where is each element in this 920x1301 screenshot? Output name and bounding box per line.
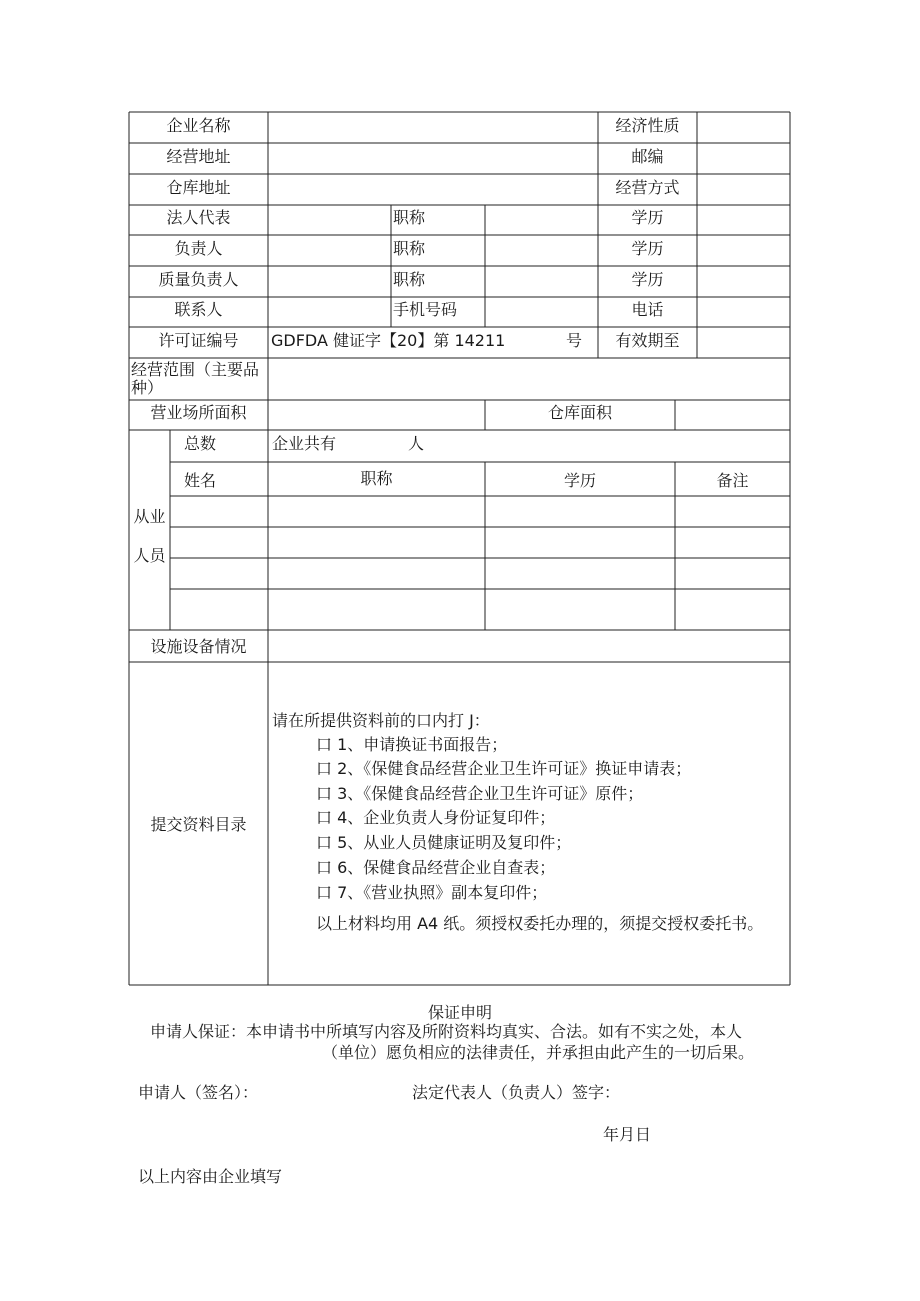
person-in-charge-education-field[interactable] bbox=[698, 236, 789, 265]
label-license-no: 许可证编号 bbox=[158, 331, 239, 350]
document-item-5[interactable]: 口 5、从业人员健康证明及复印件； bbox=[316, 833, 572, 852]
legal-rep-signature-field[interactable] bbox=[628, 1080, 778, 1104]
contact-field[interactable] bbox=[269, 298, 390, 326]
label-premises-area: 营业场所面积 bbox=[150, 403, 247, 422]
label-warehouse-address: 仓库地址 bbox=[166, 178, 231, 197]
label-person-in-charge: 负责人 bbox=[174, 239, 223, 258]
legal-rep-education-field[interactable] bbox=[698, 206, 789, 234]
documents-instruction: 请在所提供资料前的口内打 J： bbox=[272, 711, 490, 730]
label-postcode: 邮编 bbox=[631, 147, 664, 166]
label-staff-line1: 从业 bbox=[133, 507, 166, 526]
label-contact: 联系人 bbox=[174, 300, 223, 319]
postcode-field[interactable] bbox=[698, 144, 789, 173]
label-business-scope: 经营范围（主要品种） bbox=[131, 360, 260, 397]
person-in-charge-title-field[interactable] bbox=[486, 236, 597, 265]
statement-title: 保证申明 bbox=[427, 1003, 492, 1022]
license-no-value: GDFDA 健证字【20】第 14211 bbox=[271, 331, 506, 350]
label-staff-line2: 人员 bbox=[133, 546, 166, 565]
facilities-field[interactable] bbox=[269, 631, 789, 661]
legal-rep-field[interactable] bbox=[269, 206, 390, 234]
warehouse-area-field[interactable] bbox=[676, 401, 789, 429]
footer-note: 以上内容由企业填写 bbox=[138, 1167, 283, 1186]
statement-line1: 申请人保证：本申请书中所填写内容及所附资料均真实、合法。如有不实之处，本人 bbox=[150, 1022, 743, 1041]
document-item-3[interactable]: 口 3、《保健食品经营企业卫生许可证》原件； bbox=[316, 784, 644, 803]
label-economic-nature: 经济性质 bbox=[615, 116, 680, 135]
label-quality-manager: 质量负责人 bbox=[158, 270, 239, 289]
label-title: 职称 bbox=[393, 208, 426, 227]
label-education: 学历 bbox=[631, 239, 664, 258]
document-item-6[interactable]: 口 6、保健食品经营企业自查表； bbox=[316, 858, 556, 877]
document-item-4[interactable]: 口 4、企业负责人身份证复印件； bbox=[316, 808, 556, 827]
signature-date: 年月日 bbox=[603, 1125, 652, 1144]
quality-manager-field[interactable] bbox=[269, 267, 390, 296]
label-title: 职称 bbox=[393, 270, 426, 289]
license-no-suffix: 号 bbox=[566, 331, 583, 350]
legal-rep-signature-label: 法定代表人（负责人）签字： bbox=[412, 1083, 621, 1102]
documents-note: 以上材料均用 A4 纸。须授权委托办理的，须提交授权委托书。 bbox=[316, 914, 764, 933]
warehouse-address-field[interactable] bbox=[269, 175, 597, 204]
economic-nature-field[interactable] bbox=[698, 113, 789, 142]
table-row[interactable] bbox=[171, 528, 789, 557]
label-legal-rep: 法人代表 bbox=[166, 208, 231, 227]
label-education: 学历 bbox=[631, 208, 664, 227]
label-business-address: 经营地址 bbox=[166, 147, 231, 166]
label-education: 学历 bbox=[631, 270, 664, 289]
label-phone: 电话 bbox=[631, 300, 664, 319]
table-row[interactable] bbox=[171, 559, 789, 588]
statement-line2: （单位）愿负相应的法律责任，并承担由此产生的一切后果。 bbox=[322, 1043, 755, 1062]
premises-area-field[interactable] bbox=[269, 401, 484, 429]
document-item-1[interactable]: 口 1、申请换证书面报告； bbox=[316, 735, 508, 754]
label-business-mode: 经营方式 bbox=[615, 178, 680, 197]
business-scope-field[interactable] bbox=[269, 359, 789, 399]
label-mobile: 手机号码 bbox=[393, 300, 458, 319]
business-address-field[interactable] bbox=[269, 144, 597, 173]
label-valid-until: 有效期至 bbox=[615, 331, 680, 350]
document-item-2[interactable]: 口 2、《保健食品经营企业卫生许可证》换证申请表； bbox=[316, 759, 692, 778]
applicant-signature-label: 申请人（签名）： bbox=[138, 1083, 259, 1102]
enterprise-name-field[interactable] bbox=[269, 113, 597, 142]
staff-col-title: 职称 bbox=[360, 469, 393, 488]
business-mode-field[interactable] bbox=[698, 175, 789, 204]
label-facilities: 设施设备情况 bbox=[150, 637, 247, 656]
applicant-signature-field[interactable] bbox=[268, 1080, 398, 1104]
staff-col-education: 学历 bbox=[563, 471, 596, 490]
person-in-charge-field[interactable] bbox=[269, 236, 390, 265]
staff-total-count-field[interactable] bbox=[342, 433, 402, 459]
label-enterprise-name: 企业名称 bbox=[166, 116, 231, 135]
phone-field[interactable] bbox=[698, 298, 789, 326]
staff-col-name: 姓名 bbox=[184, 471, 217, 490]
staff-col-remark: 备注 bbox=[716, 471, 749, 490]
mobile-field[interactable] bbox=[486, 298, 597, 326]
label-warehouse-area: 仓库面积 bbox=[547, 403, 612, 422]
staff-total-prefix: 企业共有 bbox=[272, 434, 337, 453]
staff-total-suffix: 人 bbox=[408, 434, 425, 453]
table-row[interactable] bbox=[171, 497, 789, 526]
label-documents: 提交资料目录 bbox=[150, 815, 247, 834]
document-item-7[interactable]: 口 7、《营业执照》副本复印件； bbox=[316, 883, 548, 902]
label-title: 职称 bbox=[393, 239, 426, 258]
table-row[interactable] bbox=[171, 590, 789, 629]
label-staff-total: 总数 bbox=[184, 434, 217, 453]
valid-until-field[interactable] bbox=[698, 328, 789, 357]
quality-manager-title-field[interactable] bbox=[486, 267, 597, 296]
legal-rep-title-field[interactable] bbox=[486, 206, 597, 234]
quality-manager-education-field[interactable] bbox=[698, 267, 789, 296]
